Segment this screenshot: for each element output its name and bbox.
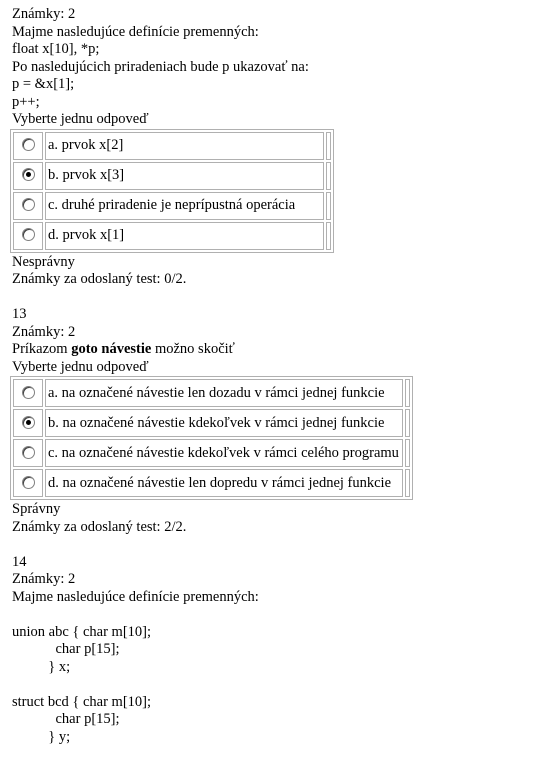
answer-label[interactable]: d. prvok x[1] [45,222,324,250]
radio-button[interactable] [22,446,35,459]
question-keyword: goto návestie [71,341,152,357]
radio-button[interactable] [22,168,35,181]
code-line: char p[15]; [12,711,120,727]
answer-prompt: Vyberte jednu odpoveď [12,111,149,127]
code-line [12,676,537,694]
radio-button[interactable] [22,138,35,151]
code-line: union abc { char m[10]; [12,623,152,640]
radio-button[interactable] [22,416,35,429]
answer-label[interactable]: c. druhé priradenie je neprípustná operácia [45,192,324,220]
question-text-line: p = &x[1]; [12,76,75,92]
answer-score: Známky za odoslaný test: 0/2. [12,271,187,287]
question-text-line: p++; [12,93,40,110]
question-13 [12,306,537,536]
radio-button[interactable] [22,228,35,241]
answer-option[interactable] [13,222,331,250]
code-line: } x; [12,658,71,675]
code-line: char p[15]; [12,641,120,657]
question-number: 14 [12,553,27,570]
answer-options-table [10,129,334,253]
code-line: struct bcd { char m[10]; [12,693,152,710]
question-14 [12,554,537,747]
radio-button[interactable] [22,386,35,399]
question-12 [12,6,537,289]
question-grade: Známky: 2 [12,6,76,22]
question-text: Príkazom goto návestie možno skočiť [12,341,235,357]
question-text: Majme nasledujúce definície premenných: [12,588,259,605]
answer-option[interactable] [13,379,410,407]
question-text-line: float x[10], *p; [12,41,100,57]
answer-score: Známky za odoslaný test: 2/2. [12,518,187,535]
answer-option[interactable] [13,439,410,467]
answer-option[interactable] [13,409,410,437]
question-text-line: Majme nasledujúce definície premenných: [12,23,259,40]
question-number: 13 [12,306,27,322]
code-line: } y; [12,728,71,745]
answer-label[interactable]: d. na označené návestie len dopredu v rámci jednej funkcie [45,469,403,497]
answer-label[interactable]: a. na označené návestie len dozadu v rámci jednej funkcie [45,379,403,407]
quiz-review [12,6,537,746]
radio-button[interactable] [22,476,35,489]
answer-result: Nesprávny [12,253,75,270]
answer-prompt: Vyberte jednu odpoveď [12,358,149,375]
answer-label[interactable]: b. prvok x[3] [45,162,324,190]
answer-option[interactable] [13,469,410,497]
radio-button[interactable] [22,198,35,211]
answer-result: Správny [12,501,61,517]
answer-label[interactable]: b. na označené návestie kdekoľvek v rámci jednej funkcie [45,409,403,437]
answer-option[interactable] [13,192,331,220]
answer-label[interactable]: a. prvok x[2] [45,132,324,160]
question-grade: Známky: 2 [12,571,76,587]
question-text-line: Po nasledujúcich priradeniach bude p ukazovať na: [12,58,309,75]
question-grade: Známky: 2 [12,323,76,340]
answer-option[interactable] [13,132,331,160]
answer-option[interactable] [13,162,331,190]
answer-options-table [10,376,413,500]
answer-label[interactable]: c. na označené návestie kdekoľvek v rámci celého programu [45,439,403,467]
